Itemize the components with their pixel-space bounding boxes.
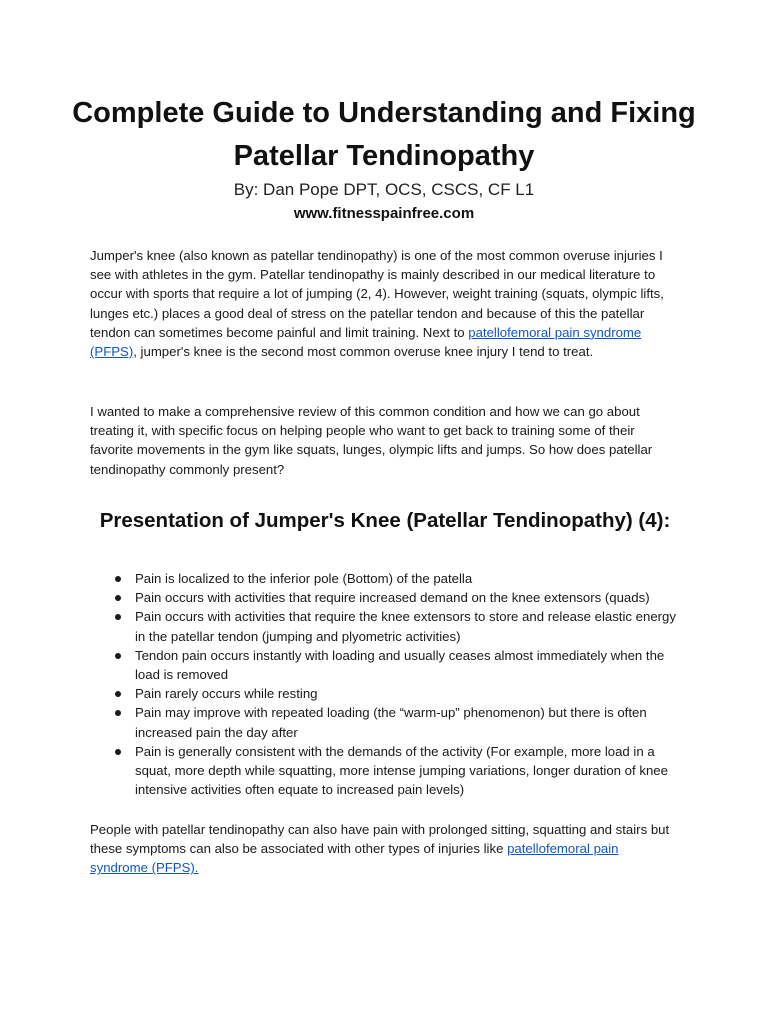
intro-paragraph-1: [90, 246, 680, 361]
symptom-text: Pain is generally consistent with the demands of the activity (For example, more load in a squat, more depth while squatting, more intense jumping variations, longer duration of knee intensive activities often equate to increased pain levels): [135, 743, 668, 798]
closing-paragraph-text: People with patellar tendinopathy can also have pain with prolonged sitting, squatting and stairs but these symptoms can also be associated with other types of injuries like: [90, 822, 670, 857]
symptom-list-item: [90, 607, 680, 645]
bullet-dot-icon: [115, 595, 121, 601]
pfps-link[interactable]: patellofemoral pain syndrome (PFPS): [90, 324, 642, 360]
pfps-link-closing[interactable]: patellofemoral pain syndrome (PFPS).: [90, 841, 619, 876]
bullet-dot-icon: [115, 653, 121, 659]
bullet-dot-icon: [115, 614, 121, 620]
intro-paragraph-2: I wanted to make a comprehensive review of this common condition and how we can go about treating it, with specific focus on helping people who want to get back to training some of their favorite movements in the gym like squats, lunges, olympic lifts and jumps. So how does patellar tendinopathy commonly present?: [90, 404, 653, 477]
symptom-list-item: [90, 646, 680, 684]
symptom-list-item: [90, 588, 680, 607]
symptom-list-item: [90, 703, 680, 741]
symptom-text: Pain occurs with activities that require increased demand on the knee extensors (quads): [135, 590, 650, 606]
symptom-list-item: [90, 742, 680, 800]
bullet-dot-icon: [115, 710, 121, 716]
bullet-dot-icon: [115, 749, 121, 755]
intro-paragraph-1-text-start: Jumper's knee (also known as patellar tendinopathy) is one of the most common overuse injuries I see with athletes in the gym. Patellar tendinopathy is mainly described in our medical literature to occur with sports that require a lot of jumping (2, 4). However, weight training (squats, olympic lifts, lunges etc.) places a good deal of stress on the patellar tendon and because of this the patellar tendon can sometimes become painful and limit training. Next to: [90, 248, 664, 340]
presentation-heading: Presentation of Jumper's Knee (Patellar Tendinopathy) (4):: [99, 509, 671, 532]
symptom-text: Pain may improve with repeated loading (the “warm-up” phenomenon) but there is often increased pain the day after: [135, 705, 647, 740]
symptom-text: Pain occurs with activities that require the knee extensors to store and release elastic energy in the patellar tendon (jumping and plyometric activities): [135, 609, 676, 644]
symptom-list-item: [90, 684, 680, 703]
document-title: Complete Guide to Understanding and Fixing Patellar Tendinopathy: [72, 97, 696, 172]
intro-paragraph-1-text-end: , jumper's knee is the second most common overuse knee injury I tend to treat.: [133, 344, 594, 360]
symptom-text: Pain is localized to the inferior pole (Bottom) of the patella: [135, 571, 473, 586]
symptom-list-item: [90, 569, 680, 588]
website-url: www.fitnesspainfree.com: [293, 205, 475, 222]
author-byline: By: Dan Pope DPT, OCS, CSCS, CF L1: [233, 180, 535, 199]
bullet-dot-icon: [115, 691, 121, 697]
symptom-text: Pain rarely occurs while resting: [135, 686, 318, 702]
bullet-dot-icon: [115, 576, 121, 582]
symptom-text: Tendon pain occurs instantly with loading and usually ceases almost immediately when the load is removed: [135, 647, 665, 683]
closing-paragraph: [90, 820, 680, 878]
symptom-list: [90, 569, 680, 799]
